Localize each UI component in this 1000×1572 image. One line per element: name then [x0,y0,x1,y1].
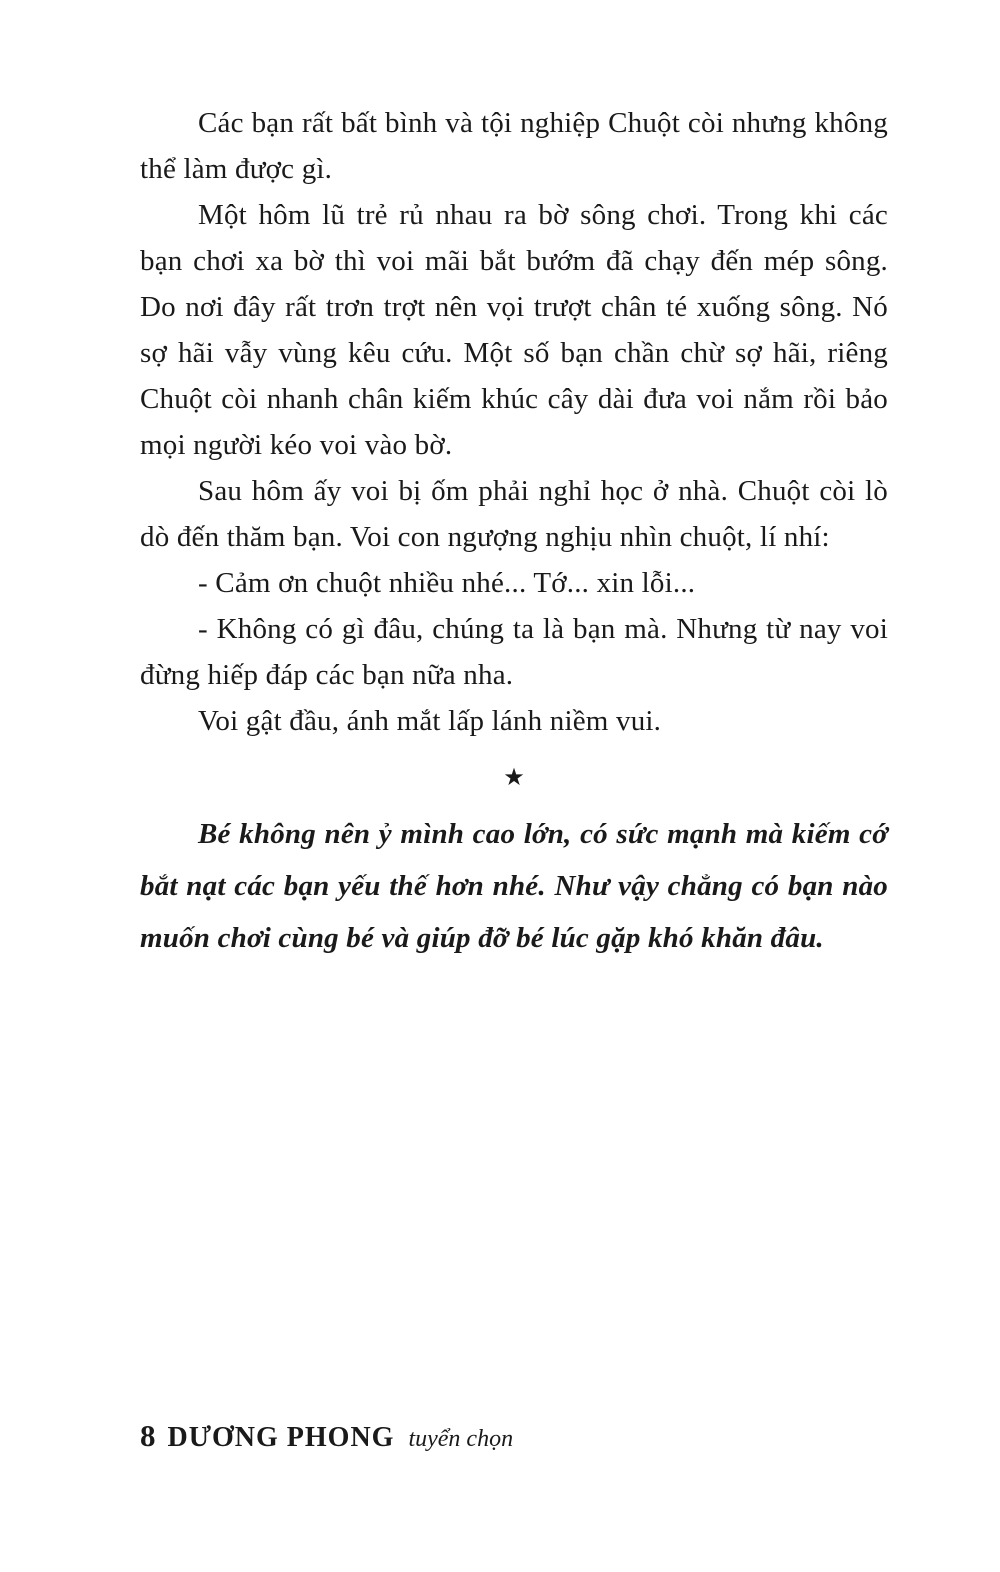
story-text-block [140,100,888,964]
publisher-name: DƯƠNG PHONG [167,1422,395,1453]
story-paragraph: Một hôm lũ trẻ rủ nhau ra bờ sông chơi. Trong khi các bạn chơi xa bờ thì voi mãi bắt bướm đã chạy đến mép sông. Do nơi đây rất trơn trợt nên vọi trượt chân té xuống sông. Nó sợ hãi vẫy vùng kêu cứu. Một số bạn chần chừ sợ hãi, riêng Chuột còi nhanh chân kiếm khúc cây dài đưa voi nắm rồi bảo mọi người kéo voi vào bờ. [140,199,888,461]
footer-suffix: tuyển chọn [408,1426,514,1452]
story-paragraph-dialogue: - Không có gì đâu, chúng ta là bạn mà. Nhưng từ nay voi đừng hiếp đáp các bạn nữa nha. [140,613,888,691]
story-paragraph: Sau hôm ấy voi bị ốm phải nghỉ học ở nhà. Chuột còi lò dò đến thăm bạn. Voi con ngượng nghịu nhìn chuột, lí nhí: [140,475,888,553]
star-separator-icon: ★ [503,765,525,791]
story-paragraph: Voi gật đầu, ánh mắt lấp lánh niềm vui. [198,705,662,737]
page-number: 8 [140,1418,156,1453]
story-paragraph-dialogue: - Cảm ơn chuột nhiều nhé... Tớ... xin lỗi... [198,567,696,599]
story-paragraph: Các bạn rất bất bình và tội nghiệp Chuột còi nhưng không thể làm được gì. [140,107,888,185]
page-footer [140,1418,888,1454]
moral-paragraph: Bé không nên ỷ mình cao lớn, có sức mạnh mà kiếm cớ bắt nạt các bạn yếu thế hơn nhé. Như vậy chẳng có bạn nào muốn chơi cùng bé và giúp đỡ bé lúc gặp khó khăn đâu. [140,818,888,954]
